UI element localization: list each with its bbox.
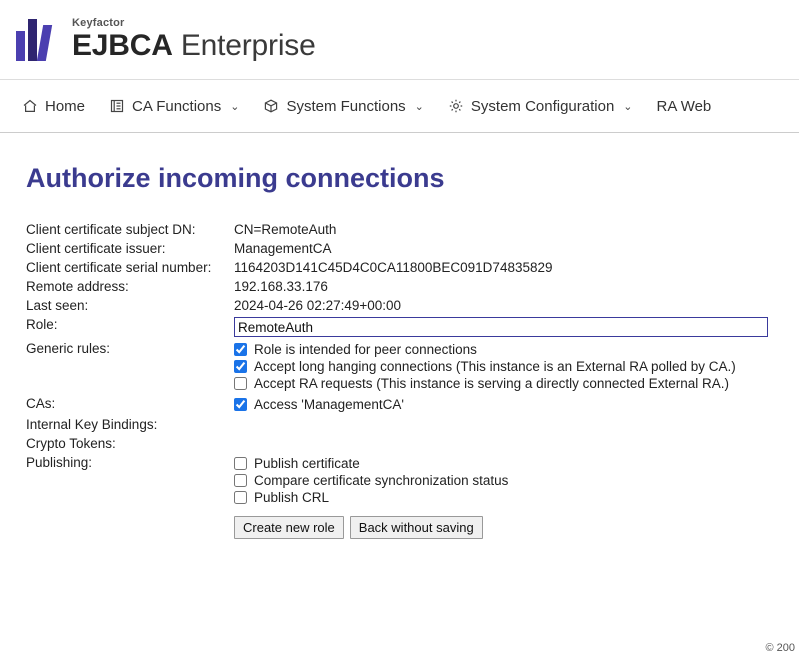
label-role: Role: [26,317,58,332]
label-publishing: Publishing: [26,455,93,470]
brand-product [72,31,316,61]
server-icon [109,98,125,114]
menu-item-system-configuration[interactable] [436,80,645,132]
label-subject-dn: Client certificate subject DN: [26,222,196,237]
label-generic-rules: Generic rules: [26,341,111,356]
checkbox-peer-connections[interactable] [234,343,247,356]
checkbox-publish-crl[interactable] [234,491,247,504]
label-long-hanging-connections: Accept long hanging connections (This instance is an External RA polled by CA.) [254,359,736,374]
label-remote-address: Remote address: [26,279,129,294]
label-crypto-tokens: Crypto Tokens: [26,436,116,451]
value-last-seen: 2024-04-26 02:27:49+00:00 [234,298,402,313]
checkbox-row-compare-sync-status[interactable] [234,472,768,489]
menu-label-home: Home [45,97,86,115]
checkbox-row-long-hanging[interactable] [234,358,768,375]
value-remote-address: 192.168.33.176 [234,279,328,294]
table-row [26,277,768,296]
label-peer-connections: Role is intended for peer connections [254,342,477,357]
menu-item-ra-web[interactable] [645,80,724,132]
label-accept-ra-requests: Accept RA requests (This instance is serving a directly connected External RA.) [254,376,729,391]
checkbox-publish-certificate[interactable] [234,457,247,470]
checkbox-row-access-managementca[interactable] [234,396,768,413]
page-content [0,133,799,541]
ejbca-logo-icon [14,17,60,63]
chevron-down-icon: ⌄ [414,100,424,113]
menu-item-ca-functions[interactable] [97,80,251,132]
brand-keyfactor: Keyfactor [72,17,125,29]
back-without-saving-button[interactable]: Back without saving [350,516,483,539]
checkbox-row-publish-crl[interactable] [234,489,768,506]
brand-text [72,18,316,61]
checkbox-accept-ra-requests[interactable] [234,377,247,390]
role-input[interactable] [234,317,768,337]
table-row [26,434,768,453]
checkbox-access-managementca[interactable] [234,398,247,411]
table-row [26,339,768,394]
checkbox-row-publish-certificate[interactable] [234,455,768,472]
label-cas: CAs: [26,396,56,411]
value-subject-dn: CN=RemoteAuth [234,222,337,237]
table-row [26,220,768,239]
label-serial-number: Client certificate serial number: [26,260,212,275]
brand-product-bold: EJBCA [72,29,173,62]
label-access-managementca: Access 'ManagementCA' [254,397,404,412]
table-row [26,296,768,315]
checkbox-long-hanging-connections[interactable] [234,360,247,373]
menu-label-ra-web: RA Web [656,97,712,115]
label-internal-key-bindings: Internal Key Bindings: [26,417,158,432]
chevron-down-icon: ⌄ [230,100,240,113]
page-title: Authorize incoming connections [26,163,445,193]
label-issuer: Client certificate issuer: [26,241,166,256]
table-row [26,394,768,415]
app-header [0,0,799,79]
checkbox-row-accept-ra-requests[interactable] [234,375,768,392]
label-last-seen: Last seen: [26,298,89,313]
table-row [26,453,768,541]
menu-item-system-functions[interactable] [251,80,435,132]
main-menu-bar [0,79,799,133]
gear-icon [448,98,464,114]
checkbox-row-peer-connections[interactable] [234,341,768,358]
box-icon [263,98,279,114]
brand-product-rest: Enterprise [172,29,316,62]
create-new-role-button[interactable]: Create new role [234,516,344,539]
table-row [26,415,768,434]
menu-label-system-configuration: System Configuration [470,97,615,115]
checkbox-compare-sync-status[interactable] [234,474,247,487]
home-icon [22,98,38,114]
label-publish-crl: Publish CRL [254,490,330,505]
chevron-down-icon: ⌄ [623,100,633,113]
menu-label-ca-functions: CA Functions [132,97,222,115]
value-issuer: ManagementCA [234,241,332,256]
table-row [26,315,768,339]
authorization-form [26,220,768,541]
table-row [26,258,768,277]
menu-label-system-functions: System Functions [286,97,406,115]
form-button-row [234,516,768,539]
label-compare-sync-status: Compare certificate synchronization status [254,473,509,488]
value-serial-number: 1164203D141C45D4C0CA11800BEC091D74835829 [234,260,553,275]
menu-item-home[interactable] [10,80,97,132]
label-publish-certificate: Publish certificate [254,456,360,471]
footer-copyright: © 200 [765,642,795,654]
table-row [26,239,768,258]
